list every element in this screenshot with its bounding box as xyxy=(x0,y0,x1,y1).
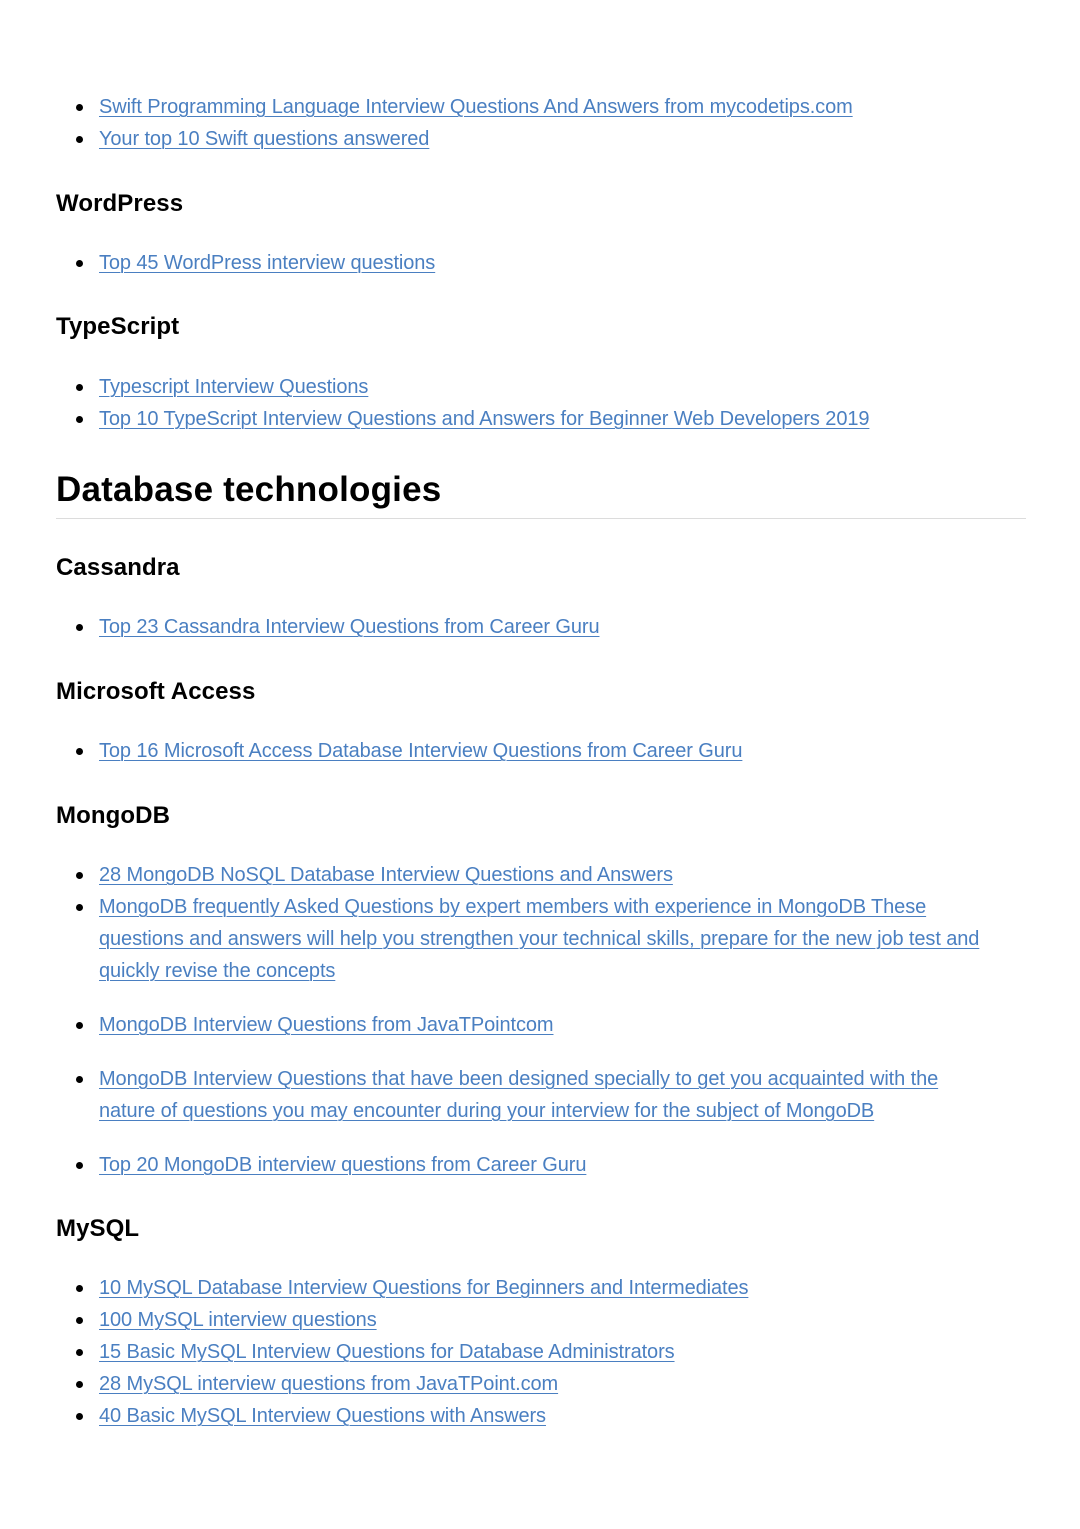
list-item xyxy=(56,735,1026,767)
database-technologies-heading: Database technologies xyxy=(56,470,442,509)
list-item xyxy=(56,91,1026,123)
wordpress-link-list xyxy=(56,247,1026,279)
mysql-link-2[interactable]: 100 MySQL interview questions xyxy=(99,1309,377,1331)
swift-link-1[interactable]: Swift Programming Language Interview Questions And Answers from mycodetips.com xyxy=(99,96,853,118)
mongodb-link-2[interactable]: MongoDB frequently Asked Questions by expert members with experience in MongoDB These questions and answers will help you strengthen your technical skills, prepare for the new job test and quickly revise the concepts xyxy=(99,896,980,982)
bullet-icon xyxy=(76,1076,83,1083)
mysql-link-1[interactable]: 10 MySQL Database Interview Questions for Beginners and Intermediates xyxy=(99,1277,749,1299)
mongodb-link-list xyxy=(56,859,1026,1181)
list-item xyxy=(56,403,1026,435)
mysql-link-list xyxy=(56,1272,1026,1432)
swift-link-2[interactable]: Your top 10 Swift questions answered xyxy=(99,128,430,150)
section-divider xyxy=(56,518,1026,519)
bullet-icon xyxy=(76,416,83,423)
list-item xyxy=(56,1009,1026,1041)
bullet-icon xyxy=(76,1349,83,1356)
list-item xyxy=(56,1272,1026,1304)
mongodb-heading: MongoDB xyxy=(56,802,170,829)
typescript-link-list xyxy=(56,371,1026,435)
bullet-icon xyxy=(76,872,83,879)
microsoft-access-heading: Microsoft Access xyxy=(56,678,256,705)
swift-link-list xyxy=(56,91,1026,155)
list-item xyxy=(56,123,1026,155)
list-item xyxy=(56,1336,1026,1368)
list-item xyxy=(56,1368,1026,1400)
wordpress-link-1[interactable]: Top 45 WordPress interview questions xyxy=(99,252,436,274)
list-item xyxy=(56,1304,1026,1336)
bullet-icon xyxy=(76,1381,83,1388)
list-item xyxy=(56,611,1026,643)
bullet-icon xyxy=(76,904,83,911)
bullet-icon xyxy=(76,1413,83,1420)
bullet-icon xyxy=(76,260,83,267)
mysql-link-4[interactable]: 28 MySQL interview questions from JavaTPoint.com xyxy=(99,1373,559,1395)
list-item xyxy=(56,891,1026,987)
bullet-icon xyxy=(76,748,83,755)
mysql-link-3[interactable]: 15 Basic MySQL Interview Questions for Database Administrators xyxy=(99,1341,675,1363)
typescript-heading: TypeScript xyxy=(56,313,180,340)
cassandra-link-list xyxy=(56,611,1026,643)
mongodb-link-5[interactable]: Top 20 MongoDB interview questions from Career Guru xyxy=(99,1154,587,1176)
bullet-icon xyxy=(76,624,83,631)
bullet-icon xyxy=(76,1285,83,1292)
cassandra-heading: Cassandra xyxy=(56,554,180,581)
list-item xyxy=(56,859,1026,891)
mysql-heading: MySQL xyxy=(56,1215,140,1242)
list-item xyxy=(56,1400,1026,1432)
bullet-icon xyxy=(76,1022,83,1029)
bullet-icon xyxy=(76,384,83,391)
list-item xyxy=(56,1149,1026,1181)
mysql-link-5[interactable]: 40 Basic MySQL Interview Questions with Answers xyxy=(99,1405,546,1427)
bullet-icon xyxy=(76,136,83,143)
typescript-link-2[interactable]: Top 10 TypeScript Interview Questions and Answers for Beginner Web Developers 2019 xyxy=(99,408,870,430)
list-item xyxy=(56,1063,1026,1127)
typescript-link-1[interactable]: Typescript Interview Questions xyxy=(99,376,369,398)
cassandra-link-1[interactable]: Top 23 Cassandra Interview Questions from Career Guru xyxy=(99,616,600,638)
access-link-list xyxy=(56,735,1026,767)
list-item xyxy=(56,371,1026,403)
bullet-icon xyxy=(76,1162,83,1169)
bullet-icon xyxy=(76,1317,83,1324)
wordpress-heading: WordPress xyxy=(56,190,184,217)
access-link-1[interactable]: Top 16 Microsoft Access Database Interview Questions from Career Guru xyxy=(99,740,743,762)
mongodb-link-3[interactable]: MongoDB Interview Questions from JavaTPointcom xyxy=(99,1014,554,1036)
mongodb-link-1[interactable]: 28 MongoDB NoSQL Database Interview Questions and Answers xyxy=(99,864,673,886)
mongodb-link-4[interactable]: MongoDB Interview Questions that have been designed specially to get you acquainted with the nature of questions you may encounter during your interview for the subject of MongoDB xyxy=(99,1068,939,1122)
bullet-icon xyxy=(76,104,83,111)
list-item xyxy=(56,247,1026,279)
